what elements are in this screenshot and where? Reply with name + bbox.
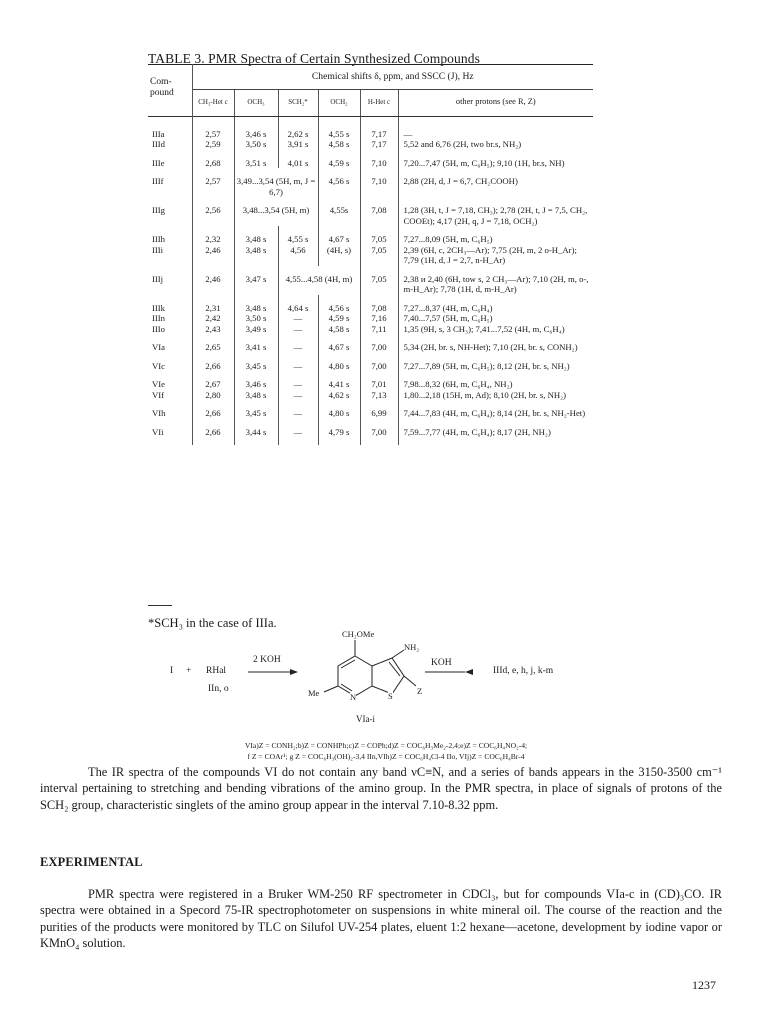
- cell-och3: 3,48 s: [234, 295, 278, 314]
- cell-other-protons: —: [403, 128, 413, 139]
- paragraph-experimental: [40, 886, 722, 951]
- scheme-rhal-label: IIn, o: [208, 684, 229, 694]
- cell-hhet: 7,10: [360, 150, 398, 169]
- cell-sch2: 3,91 s: [278, 139, 318, 150]
- cell-och3: 3,46 s: [234, 371, 278, 390]
- cell-hhet: 7,17: [360, 117, 398, 140]
- cell-other-protons: 7,98...8,32 (6H, m, C₆H₄, NH₂): [403, 379, 513, 389]
- cell-other-protons: 7,27...8,37 (4H, m, C₆H₄): [403, 302, 493, 313]
- scheme-compound-label: VIa-i: [356, 714, 375, 724]
- cell-other-protons: 1,35 (9H, s, 3 CH₃); 7,41...7,52 (4H, m, C₆H₄): [403, 323, 565, 334]
- cell-ch3het: 2,43: [192, 324, 234, 335]
- cell-compound: VIe: [148, 371, 192, 390]
- cell-och3: 3,48 s: [234, 226, 278, 245]
- cell-och3: 3,48 s: [234, 245, 278, 266]
- col-header-other: other protons (see R, Z): [398, 89, 593, 116]
- cell-compound: IIIf: [148, 168, 192, 197]
- table-row: [148, 197, 593, 226]
- table-footnote: *SCH₃ in the case of IIIa.: [148, 616, 277, 630]
- cell-sch2: —: [278, 334, 318, 353]
- cell-och2: 4,79 s: [318, 419, 360, 446]
- cell-sch2: —: [278, 353, 318, 372]
- col-header-och2: OCH₂: [318, 89, 360, 116]
- cell-hhet: 7,00: [360, 334, 398, 353]
- cell-hhet: 7,05: [360, 245, 398, 266]
- cell-sch2: 4,56: [278, 245, 318, 266]
- cell-other-protons: 2,88 (2H, d, J = 6,7, CH₂COOH): [403, 176, 518, 186]
- cell-ch3het: 2,66: [192, 353, 234, 372]
- scheme-product-right: IIId, e, h, j, k-m: [493, 666, 554, 676]
- cell-compound: IIIn: [148, 313, 192, 324]
- table-row: [148, 266, 593, 295]
- col-header-span: Chemical shifts δ, ppm, and SSCC (J), Hz: [192, 65, 593, 90]
- table-body: [148, 117, 593, 446]
- cell-och3: 3,44 s: [234, 419, 278, 446]
- scheme-legend-line2: f Z = COAr¹; g Z = COC₆H₃(OH)₂-3,4 IIn,VIh)Z = COC₆H₄Cl-4 IIo, VIj)Z = COC₆H₄Br-4: [247, 752, 525, 761]
- table-row: [148, 313, 593, 324]
- cell-hhet: 7,17: [360, 139, 398, 150]
- table-row: [148, 390, 593, 401]
- paragraph-experimental-text: PMR spectra were registered in a Bruker WM-250 RF spectrometer in CDCl₃, but for compounds VIa-c in (CD)₃CO. IR spectra were obtained in a Specord 75-IR spectrophotometer on suspensions in white mineral oil. The course of the reaction and the purities of the products were monitored by TLC on Silufol UV-254 plates, eluent 1:2 hexane—acetone, development by iodine vapor or KMnO₄ solution.: [40, 887, 722, 950]
- cell-och2: 4,67 s: [318, 226, 360, 245]
- cell-other-protons: 7,20...7,47 (5H, m, C₆H₅); 9,10 (1H, br.s, NH): [403, 157, 565, 168]
- cell-other-protons: 2,39 (6H, c, 2CH₃—Ar); 7,75 (2H, m, 2 o-H_Ar); 7,79 (1H, d, J = 2,7, n-H_Ar): [403, 244, 577, 265]
- table-row: [148, 295, 593, 314]
- cell-compound: IIIj: [148, 266, 192, 295]
- cell-hhet: 7,13: [360, 390, 398, 401]
- cell-hhet: 7,16: [360, 313, 398, 324]
- table-row: [148, 324, 593, 335]
- cell-compound: IIIk: [148, 295, 192, 314]
- table-end-rule: [148, 605, 172, 606]
- cell-och2: 4,80 s: [318, 400, 360, 419]
- cell-ch3het: 2,80: [192, 390, 234, 401]
- paragraph-ir: [40, 764, 722, 813]
- section-heading-experimental: EXPERIMENTAL: [40, 855, 143, 869]
- table-row: [148, 245, 593, 266]
- scheme-sub-z: Z: [417, 686, 423, 696]
- scheme-reactant-I: I: [170, 666, 174, 676]
- cell-other-protons: 5,34 (2H, br. s, NH-Het); 7,10 (2H, br. s, CONH₂): [403, 342, 578, 352]
- cell-sch2: 4,01 s: [278, 150, 318, 169]
- cell-compound: IIIg: [148, 197, 192, 226]
- cell-och3: 3,49 s: [234, 324, 278, 335]
- cell-sch2: —: [278, 324, 318, 335]
- cell-och2: 4,59 s: [318, 150, 360, 169]
- table-row: [148, 334, 593, 353]
- page-number: 1237: [692, 978, 716, 992]
- cell-sch2: —: [278, 419, 318, 446]
- cell-ch3het: 2,66: [192, 419, 234, 446]
- reaction-scheme: [160, 628, 600, 738]
- cell-compound: VIi: [148, 419, 192, 446]
- cell-och2: 4,59 s: [318, 313, 360, 324]
- cell-sch2: —: [278, 390, 318, 401]
- cell-ch3het: 2,42: [192, 313, 234, 324]
- cell-ch3het: 2,46: [192, 266, 234, 295]
- col-header-och3: OCH₃: [234, 89, 278, 116]
- table-row: [148, 400, 593, 419]
- scheme-sub-s: S: [388, 691, 393, 701]
- cell-och3: 3,50 s: [234, 313, 278, 324]
- cell-ch3het: 2,59: [192, 139, 234, 150]
- table-row: [148, 419, 593, 446]
- cell-ch3het: 2,32: [192, 226, 234, 245]
- cell-och3: 3,51 s: [234, 150, 278, 169]
- col-header-compound: Com-pound: [148, 65, 192, 117]
- cell-ch3het: 2,67: [192, 371, 234, 390]
- cell-sch2: —: [278, 400, 318, 419]
- cell-hhet: 7,05: [360, 266, 398, 295]
- cell-och2: 4,56 s: [318, 168, 360, 197]
- scheme-rhal: RHal: [206, 666, 227, 676]
- cell-compound: IIIi: [148, 245, 192, 266]
- scheme-sub-me: Me: [308, 688, 320, 698]
- cell-och2: 4,58 s: [318, 324, 360, 335]
- cell-other-protons: 7,27...7,89 (5H, m, C₆H₅); 8,12 (2H, br. s, NH₂): [403, 360, 570, 371]
- cell-och3: 3,47 s: [234, 266, 278, 295]
- thiophene-ring: [372, 658, 404, 694]
- pyridine-ring: [338, 656, 372, 696]
- cell-sch2: 4,64 s: [278, 295, 318, 314]
- cell-compound: VIc: [148, 353, 192, 372]
- scheme-legend: [176, 740, 596, 762]
- cell-hhet: 7,08: [360, 197, 398, 226]
- cell-compound: IIId: [148, 139, 192, 150]
- cell-compound: VIh: [148, 400, 192, 419]
- scheme-right-reagent: KOH: [431, 658, 452, 668]
- cell-och3: 3,46 s: [234, 117, 278, 140]
- cell-ch3het: 2,68: [192, 150, 234, 169]
- table-caption: TABLE 3. PMR Spectra of Certain Synthesized Compounds: [148, 51, 480, 66]
- col-header-ch3het: CH₃-Het c: [192, 89, 234, 116]
- scheme-sub-nh2: NH₂: [404, 642, 420, 652]
- cell-sch2: —: [278, 371, 318, 390]
- scheme-sub-ch2ome: CH₂OMe: [342, 629, 375, 639]
- cell-och2: 4,55s: [318, 197, 360, 226]
- cell-ch3het: 2,46: [192, 245, 234, 266]
- cell-compound: IIIe: [148, 150, 192, 169]
- cell-compound: IIIh: [148, 226, 192, 245]
- cell-och3-sch2-merged: 3,48...3,54 (5H, m): [234, 197, 318, 226]
- table-row: [148, 226, 593, 245]
- col-header-hhet: H-Het c: [360, 89, 398, 116]
- table-row: [148, 371, 593, 390]
- scheme-sub-n: N: [350, 692, 357, 702]
- cell-sch2: 4,55 s: [278, 226, 318, 245]
- table-row: [148, 353, 593, 372]
- cell-other-protons: 1,28 (3H, t, J = 7,18, CH₃); 2,78 (2H, t, J = 7,5, CH₂, COOEt); 4,17 (2H, q, J = 7,18, OCH₂): [403, 205, 588, 226]
- pmr-table: [148, 64, 593, 445]
- cell-och2: (4H, s): [318, 245, 360, 266]
- cell-och3: 3,41 s: [234, 334, 278, 353]
- cell-och2: 4,58 s: [318, 139, 360, 150]
- cell-ch3het: 2,31: [192, 295, 234, 314]
- cell-other-protons: 7,40...7,57 (5H, m, C₆H₅): [403, 313, 493, 323]
- cell-sch2: —: [278, 313, 318, 324]
- cell-hhet: 7,08: [360, 295, 398, 314]
- cell-other-protons: 7,27...8,09 (5H, m, C₆H₅): [403, 234, 493, 244]
- cell-hhet: 7,00: [360, 419, 398, 446]
- cell-ch3het: 2,65: [192, 334, 234, 353]
- cell-och2: 4,62 s: [318, 390, 360, 401]
- paragraph-ir-text: The IR spectra of the compounds VI do not contain any band νC≡N, and a series of bands appears in the 3150-3500 cm⁻¹ interval pertaining to stretching and bending vibrations of the amino group. In the PMR spectra, in place of signals of protons of the SCH₂ group, characteristic singlets of the amino group appear in the interval 7.10-8.32 ppm.: [40, 765, 722, 812]
- cell-och2: 4,56 s: [318, 295, 360, 314]
- cell-och2: 4,67 s: [318, 334, 360, 353]
- cell-och3: 3,50 s: [234, 139, 278, 150]
- cell-hhet: 7,05: [360, 226, 398, 245]
- cell-och3: 3,45 s: [234, 353, 278, 372]
- scheme-plus: +: [186, 666, 192, 676]
- scheme-left-reagent: 2 KOH: [253, 655, 281, 665]
- cell-och2: 4,55 s: [318, 117, 360, 140]
- cell-other-protons: 7,59...7,77 (4H, m, C₆H₄); 8,17 (2H, NH₂): [403, 426, 551, 437]
- scheme-structure-svg: [160, 628, 600, 738]
- col-header-sch2: SCH₂*: [278, 89, 318, 116]
- cell-ch3het: 2,56: [192, 197, 234, 226]
- table-row: [148, 117, 593, 140]
- cell-hhet: 6,99: [360, 400, 398, 419]
- cell-ch3het: 2,66: [192, 400, 234, 419]
- scheme-legend-line1: VIa)Z = CONH₂;b)Z = CONHPh;c)Z = COPh;d)Z = COC₆H₃Me₂-2,4;e)Z = COC₆H₄NO₂-4;: [244, 741, 528, 750]
- cell-compound: IIIa: [148, 117, 192, 140]
- cell-och3-sch2-merged: 3,49...3,54 (5H, m, J = 6,7): [234, 168, 318, 197]
- cell-hhet: 7,00: [360, 353, 398, 372]
- cell-compound: IIIo: [148, 324, 192, 335]
- table-row: [148, 150, 593, 169]
- cell-hhet: 7,11: [360, 324, 398, 335]
- cell-compound: VIf: [148, 390, 192, 401]
- cell-och3: 3,48 s: [234, 390, 278, 401]
- cell-ch3het: 2,57: [192, 117, 234, 140]
- cell-och2: 4,41 s: [318, 371, 360, 390]
- cell-sch2-och2-merged: 4,55...4,58 (4H, m): [278, 266, 360, 295]
- cell-sch2: 2,62 s: [278, 117, 318, 140]
- table-row: [148, 139, 593, 150]
- cell-ch3het: 2,57: [192, 168, 234, 197]
- cell-compound: VIa: [148, 334, 192, 353]
- table-row: [148, 168, 593, 197]
- cell-other-protons: 1,80...2,18 (15H, m, Ad); 8,10 (2H, br. s, NH₂): [403, 389, 567, 400]
- cell-other-protons: 2,38 и 2,40 (6H, tow s, 2 CH₃—Ar); 7,10 (2H, m, o-, m-H_Ar); 7,78 (1H, d, m-H_Ar): [403, 273, 589, 294]
- cell-other-protons: 5,52 and 6,76 (2H, two br.s, NH₂): [403, 139, 522, 149]
- cell-och2: 4,80 s: [318, 353, 360, 372]
- cell-och3: 3,45 s: [234, 400, 278, 419]
- cell-hhet: 7,10: [360, 168, 398, 197]
- cell-other-protons: 7,44...7,83 (4H, m, C₆H₄); 8,14 (2H, br. s, NH₂-Het): [403, 408, 586, 418]
- cell-hhet: 7,01: [360, 371, 398, 390]
